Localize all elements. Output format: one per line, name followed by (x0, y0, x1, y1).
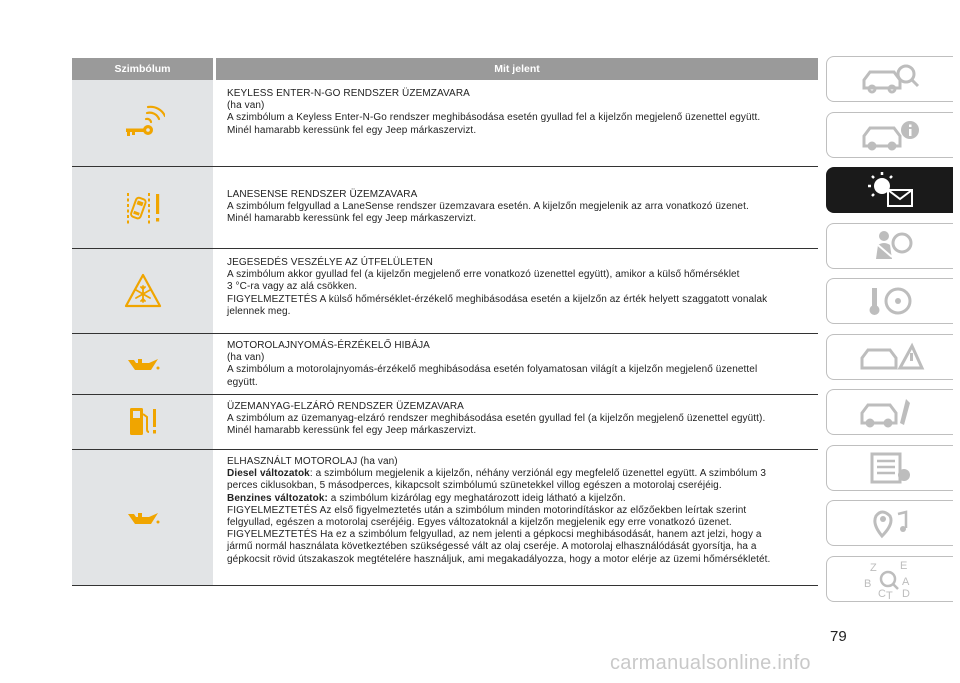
row-description: ELHASZNÁLT MOTOROLAJ (ha van) Diesel változatok: a szimbólum megjelenik a kijelzőn, néhány verziónál egy megfelelő üzenettel együtt. A szimbólum 3 perces ciklusokban, 5 másodperces, kikapcsolt szimbólumú szünetekkel villog egészen a motorolaj cseréjéig. Benzines változatok: a szimbólum kizárólag egy meghatározott ideig látható a kijelzőn. FIGYELMEZTETÉS Az első figyelmeztetés után a szimbólum minden motorindításkor az előzőekben leírtak szerint felgyullad, egészen a motorolaj cseréjéig. Egyes változatoknál a kijelzőn megjelenik egy erre vonatkozó üzenet. FIGYELMEZTETÉS Ha ez a szimbólum felgyullad, az nem jelenti a gépkocsi meghibásodását, hanem azt jelzi, hogy a jármű normál használata következtében szükségessé vált az olaj cseréje. A motorolaj elhasználódását gyorsítja, ha a gépkocsit rövid útszakaszok megtételére használjuk, ami megakadályozza, hogy a motor elérje az üzemi hőmérsékletét. (216, 450, 818, 585)
row-description: JEGESEDÉS VESZÉLYE AZ ÚTFELÜLETEN A szimbólum akkor gyullad fel (a kijelzőn megjelenő erre vonatkozó üzenettel együtt), amikor a külső hőmérséklet 3 °C-ra vagy az alá csökken. FIGYELMEZTETÉS A külső hőmérséklet-érzékelő meghibásodása esetén a kijelzőn az érték helyett szaggatott vonalak jelennek meg. (216, 249, 818, 333)
table-row (72, 167, 818, 249)
svg-text:Z: Z (870, 561, 877, 574)
car-wrench-icon (854, 395, 926, 429)
tab-technical-data[interactable] (826, 445, 953, 491)
warning-lights-message-icon (854, 170, 926, 210)
row-title: JEGESEDÉS VESZÉLYE AZ ÚTFELÜLETEN (227, 257, 433, 268)
tab-warning-lights[interactable] (826, 167, 953, 213)
diesel-label: Diesel változatok (227, 468, 310, 480)
row-description: LANESENSE RENDSZER ÜZEMZAVARA A szimbólum felgyullad a LaneSense rendszer üzemzavara esetén. A kijelzőn megjelenik az arra vonatkozó üzenet. Minél hamarabb keressünk fel egy Jeep márkaszervizt. (216, 167, 818, 248)
tab-index[interactable] (826, 556, 953, 602)
key-steering-wheel-icon (854, 284, 926, 318)
row-title: KEYLESS ENTER-N-GO RENDSZER ÜZEMZAVARA (227, 88, 470, 99)
row-title: ÜZEMANYAG-ELZÁRÓ RENDSZER ÜZEMZAVARA (227, 401, 464, 412)
row-description: KEYLESS ENTER-N-GO RENDSZER ÜZEMZAVARA (ha van) A szimbólum a Keyless Enter-N-Go rendszer meghibásodása esetén gyullad fel a kijelzőn megjelenő üzenettel együtt. Minél hamarabb keressünk fel egy Jeep márkaszervizt. (216, 80, 818, 166)
checklist-icon (854, 451, 926, 485)
road-ice-warning-icon (72, 249, 213, 333)
row-title: ELHASZNÁLT MOTOROLAJ (ha van) (227, 456, 398, 467)
fuel-cap-warning-icon (72, 395, 213, 449)
lanesense-warning-icon (72, 167, 213, 248)
car-crash-warning-icon (854, 340, 926, 374)
page-number: 79 (830, 628, 847, 645)
multimedia-icon (854, 506, 926, 540)
svg-text:E: E (900, 559, 908, 572)
row-description: MOTOROLAJNYOMÁS-ÉRZÉKELŐ HIBÁJA (ha van) A szimbólum a motorolajnyomás-érzékelő meghibásodása esetén folyamatosan világít a kijelzőn megjelenő üzenettel együtt. (216, 334, 818, 394)
table-header (72, 58, 818, 80)
tab-multimedia[interactable] (826, 500, 953, 546)
tab-car-search[interactable] (826, 56, 953, 102)
used-oil-icon (72, 450, 213, 585)
table-row (72, 450, 818, 586)
table-row (72, 80, 818, 167)
alphabetical-index-icon (854, 557, 926, 601)
table-row (72, 395, 818, 450)
row-description: ÜZEMANYAG-ELZÁRÓ RENDSZER ÜZEMZAVARA A szimbólum az üzemanyag-elzáró rendszer meghibásodása esetén gyullad fel (a kijelzőn megjelenő üzenettel együtt). Minél hamarabb keressünk fel egy Jeep márkaszervizt. (216, 395, 818, 449)
header-symbol: Szimbólum (114, 63, 171, 75)
car-info-icon (854, 118, 926, 152)
oil-pressure-icon (72, 334, 213, 394)
svg-text:T: T (886, 589, 893, 601)
tab-maintenance[interactable] (826, 389, 953, 435)
seatbelt-airbag-icon (854, 229, 926, 263)
watermark: carmanualsonline.info (610, 652, 811, 674)
chapter-sidebar (826, 56, 956, 611)
table-row (72, 249, 818, 334)
svg-text:C: C (878, 587, 886, 600)
car-search-icon (854, 62, 926, 96)
row-title: MOTOROLAJNYOMÁS-ÉRZÉKELŐ HIBÁJA (227, 340, 430, 351)
svg-text:D: D (902, 587, 910, 600)
tab-emergency[interactable] (826, 334, 953, 380)
svg-text:B: B (864, 577, 872, 590)
petrol-label: Benzines változatok: (227, 492, 328, 504)
warning-symbols-table (72, 58, 818, 586)
tab-starting-driving[interactable] (826, 278, 953, 324)
table-row (72, 334, 818, 395)
row-title: LANESENSE RENDSZER ÜZEMZAVARA (227, 189, 418, 200)
svg-text:A: A (902, 575, 910, 588)
header-meaning: Mit jelent (494, 63, 540, 75)
tab-car-info[interactable] (826, 112, 953, 158)
tab-safety[interactable] (826, 223, 953, 269)
keyless-key-icon (72, 80, 213, 166)
